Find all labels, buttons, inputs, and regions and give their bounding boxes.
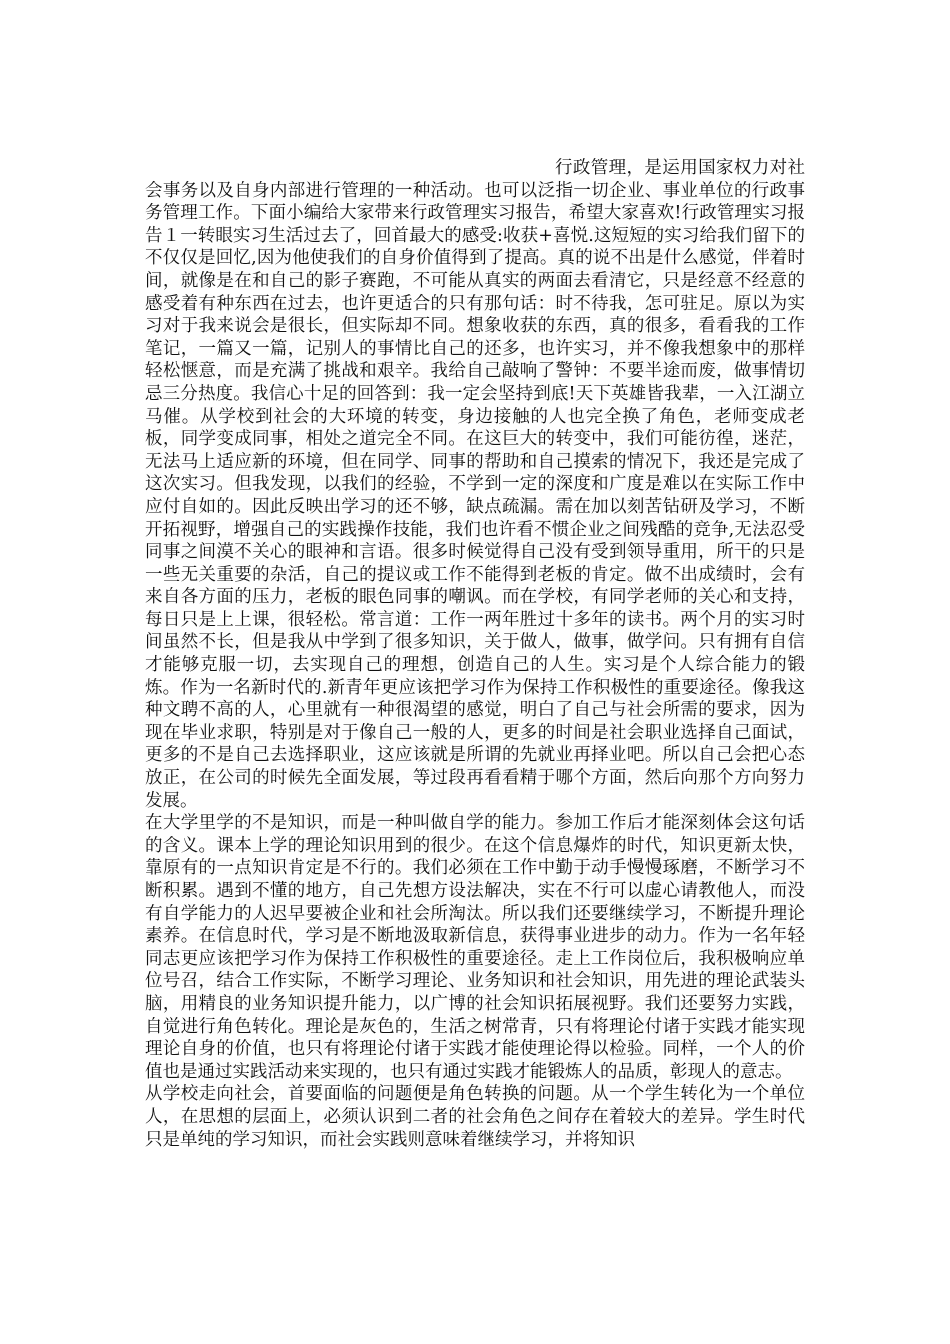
document-body: [145, 157, 805, 1151]
paragraph-3: 从学校走向社会，首要面临的问题便是角色转换的问题。从一个学生转化为一个单位人，在思想的层面上，必须认识到二者的社会角色之间存在着较大的差异。学生时代只是单纯的学习知识，而社会实践则意味着继续学习，并将知识: [145, 1084, 805, 1150]
paragraph-1: 行政管理，是运用国家权力对社会事务以及自身内部进行管理的一种活动。也可以泛指一切企业、事业单位的行政事务管理工作。下面小编给大家带来行政管理实习报告，希望大家喜欢!行政管理实习报告１一转眼实习生活过去了，回首最大的感受:收获+喜悦.这短短的实习给我们留下的不仅仅是回忆,因为他使我们的自身价值得到了提高。真的说不出是什么感觉，伴着时间，就像是在和自己的影子赛跑，不可能从真实的两面去看清它，只是经意不经意的感受着有种东西在过去，也许更适合的只有那句话：时不待我，怎可驻足。原以为实习对于我来说会是很长，但实际却不同。想象收获的东西，真的很多，看看我的工作笔记，一篇又一篇，记别人的事情比自己的还多，也许实习，并不像我想象中的那样轻松惬意，而是充满了挑战和艰辛。我给自己敲响了警钟：不要半途而废，做事情切忌三分热度。我信心十足的回答到：我一定会坚持到底!天下英雄皆我辈，一入江湖立马催。从学校到社会的大环境的转变，身边接触的人也完全换了角色，老师变成老板，同学变成同事，相处之道完全不同。在这巨大的转变中，我们可能彷徨，迷茫，无法马上适应新的环境，但在同学、同事的帮助和自己摸索的情况下，我还是完成了这次实习。但我发现，以我们的经验，不学到一定的深度和广度是难以在实际工作中应付自如的。因此反映出学习的还不够，缺点疏漏。需在加以刻苦钻研及学习，不断开拓视野，增强自己的实践操作技能，我们也许看不惯企业之间残酷的竞争,无法忍受同事之间漠不关心的眼神和言语。很多时候觉得自己没有受到领导重用，所干的只是一些无关重要的杂活，自己的提议或工作不能得到老板的肯定。做不出成绩时，会有来自各方面的压力，老板的眼色同事的嘲讽。而在学校，有同学老师的关心和支持，每日只是上上课，很轻松。常言道：工作一两年胜过十多年的读书。两个月的实习时间虽然不长，但是我从中学到了很多知识，关于做人，做事，做学问。只有拥有自信才能够克服一切，去实现自己的理想，创造自己的人生。实习是个人综合能力的锻炼。作为一名新时代的.新青年更应该把学习作为保持工作积极性的重要途径。像我这种文聘不高的人，心里就有一种很渴望的感觉，明白了自己与社会所需的要求，因为现在毕业求职，特别是对于像自己一般的人，更多的时间是社会职业选择自己面试，更多的不是自己去选择职业，这应该就是所谓的先就业再择业吧。所以自己会把心态放正，在公司的时候先全面发展，等过段再看看精于哪个方面，然后向那个方向努力发展。: [145, 158, 805, 811]
paragraph-2: 在大学里学的不是知识，而是一种叫做自学的能力。参加工作后才能深刻体会这句话的含义。课本上学的理论知识用到的很少。在这个信息爆炸的时代，知识更新太快，靠原有的一点知识肯定是不行的。我们必须在工作中勤于动手慢慢琢磨，不断学习不断积累。遇到不懂的地方，自己先想方设法解决，实在不行可以虚心请教他人，而没有自学能力的人迟早要被企业和社会所淘汰。所以我们还要继续学习，不断提升理论素养。在信息时代，学习是不断地汲取新信息，获得事业进步的动力。作为一名年轻同志更应该把学习作为保持工作积极性的重要途径。走上工作岗位后，我积极响应单位号召，结合工作实际，不断学习理论、业务知识和社会知识，用先进的理论武装头脑，用精良的业务知识提升能力，以广博的社会知识拓展视野。我们还要努力实践，自觉进行角色转化。理论是灰色的，生活之树常青，只有将理论付诸于实践才能实现理论自身的价值，也只有将理论付诸于实践才能使理论得以检验。同样，一个人的价值也是通过实践活动来实现的，也只有通过实践才能锻炼人的品质，彰现人的意志。: [145, 813, 805, 1082]
